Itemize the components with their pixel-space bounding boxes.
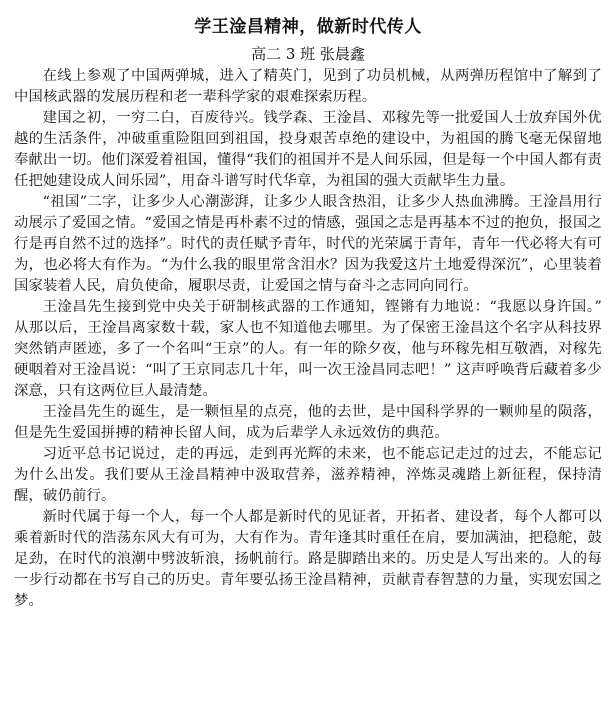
- paragraph-1: 在线上参观了中国两弹城，进入了精英门，见到了功员机械，从两弹历程馆中了解到了中国核武器的发展历程和老一辈科学家的艰难探索历程。: [14, 68, 602, 105]
- paragraph-5: 王淦昌先生的诞生，是一颗恒星的点亮，他的去世，是中国科学界的一颗帅星的陨落，但是先生爱国拼搏的精神长留人间，成为后辈学人永远效仿的典范。: [14, 404, 602, 441]
- paragraph-4: 王淦昌先生接到党中央关于研制核武器的工作通知，铿锵有力地说：“我愿以身许国。” 从那以后，王淦昌离家数十载，家人也不知道他去哪里。为了保密王淦昌这个名字从科技界突然销声匿迹，多了一个名叫“王京”的人。有一年的除夕夜，他与环稼先相互敬酒，对稼先硬咽着对王淦昌说：“叫了王京同志几十年，叫一次王淦昌同志吧！” 这声呼唤背后藏着多少深意，只有这两位巨人最清楚。: [14, 299, 602, 399]
- paragraph-2: 建国之初，一穷二白，百废待兴。钱学森、王淦昌、邓稼先等一批爱国人士放弃国外优越的生活条件，冲破重重险阻回到祖国，投身艰苦卓绝的建设中，为祖国的腾飞毫无保留地奉献出一切。他们深爱着祖国，懂得“我们的祖国并不是人间乐园，但是每一个中国人都有责任把她建设成人间乐园”，用奋斗谱写时代华章，为祖国的强大贡献毕生力量。: [14, 110, 602, 189]
- paragraph-7: 新时代属于每一个人，每一个人都是新时代的见证者，开拓者、建设者，每个人都可以乘着新时代的浩荡东风大有可为，大有作为。青年逢其时重任在肩，要加满油，把稳舵，鼓足劲，在时代的浪潮中劈波斩浪，扬帆前行。路是脚踏出来的。历史是人写出来的。人的每一步行动都在书写自己的历史。青年要弘扬王淦昌精神，贡献青春智慧的力量，实现宏国之梦。: [14, 509, 602, 609]
- paragraph-6: 习近平总书记说过，走的再远，走到再光辉的未来，也不能忘记走过的过去，不能忘记为什么出发。我们要从王淦昌精神中汲取营养，滋养精神，淬炼灵魂踏上新征程，保持清醒，破仍前行。: [14, 446, 602, 504]
- paragraph-3: “祖国”二字，让多少人心潮澎湃，让多少人眼含热泪，让多少人热血沸腾。王淦昌用行动展示了爱国之情。“爱国之情是再朴素不过的情感，强国之志是再基本不过的抱负，报国之行是再自然不过的选择”。时代的责任赋予青年，时代的光荣属于青年，青年一代必将大有可为，也必将大有作为。“为什么我的眼里常含泪水？因为我爱这片土地爱得深沉”，心里装着国家装着人民，肩负使命，履职尽责，让爱国之情与奋斗之志同向同行。: [14, 194, 602, 294]
- document-body: [14, 66, 602, 612]
- author-byline: 高二 3 班 张晨鑫: [251, 45, 365, 63]
- document-title: 学王淦昌精神，做新时代传人: [194, 17, 422, 37]
